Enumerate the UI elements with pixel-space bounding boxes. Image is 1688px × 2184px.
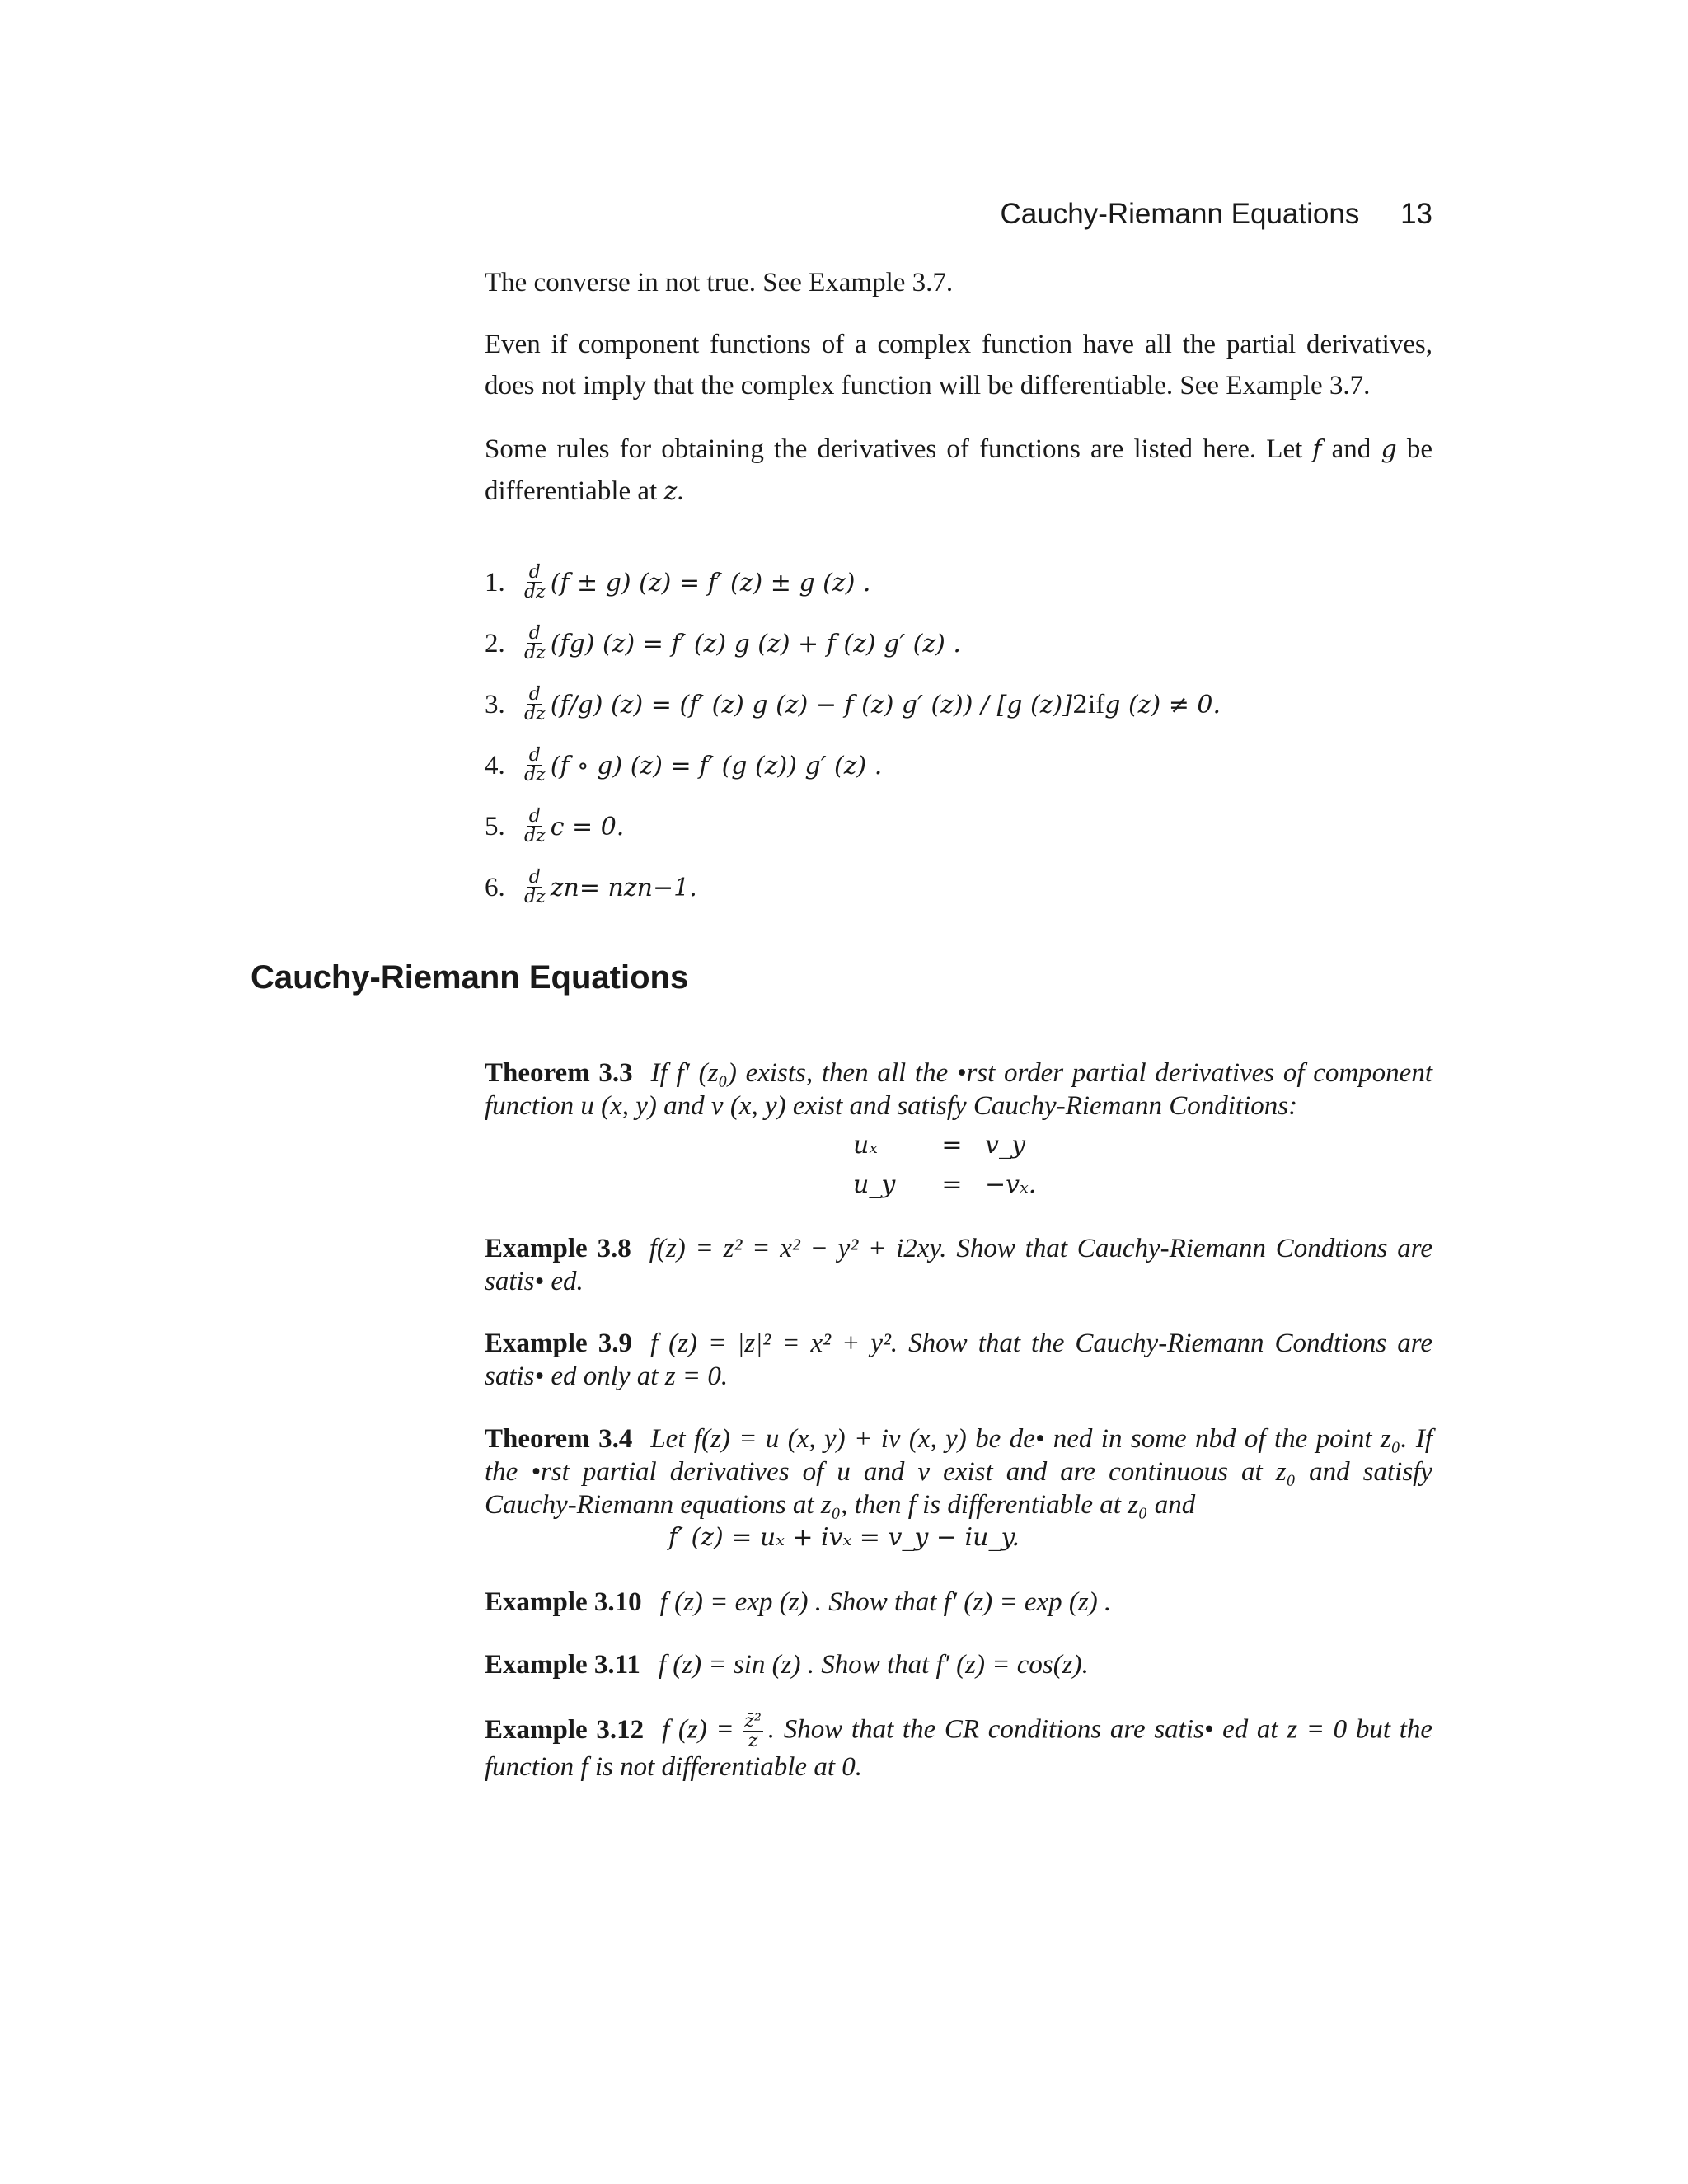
equation-operator: = (941, 1131, 963, 1160)
theorem-body: Let f(z) = u (x, y) + iv (x, y) be de• ned in some nbd of the point z₀. If the •rst partial derivatives of u and v exist and are continuous at z₀ and satisfy Cauchy-Riemann equations at z₀, then f is differentiable at z₀ and (485, 1424, 1432, 1520)
intro-text: Some rules for obtaining the derivatives of functions are listed here. Let (485, 434, 1313, 464)
derivative-operator (524, 747, 546, 785)
rule-tail-text: if (1088, 689, 1105, 719)
example-label: Example 3.12 (485, 1714, 645, 1745)
rule-expression: z (550, 873, 564, 902)
list-item (485, 552, 1432, 613)
derivative-operator (524, 564, 546, 602)
equation-operator: = (941, 1170, 963, 1199)
example-body: f (z) = |z|² = x² + y². Show that the Cauchy-Riemann Condtions are satis• ed only at z = 0. (485, 1329, 1432, 1391)
running-header (1001, 198, 1432, 231)
equation-lhs: u_y (853, 1170, 896, 1199)
derivative-operator (524, 686, 546, 724)
rule-tail-math: g (z) ≠ 0. (1104, 690, 1221, 719)
example-body: f(z) = z² = x² − y² + i2xy. Show that Cauchy-Riemann Condtions are satis• ed. (485, 1234, 1432, 1296)
frac-numerator: d (528, 867, 541, 888)
frac-numerator: d (528, 562, 541, 583)
equation-lhs: uₓ (853, 1131, 878, 1160)
math-z: z (663, 477, 678, 506)
frac-numerator: z̄² (744, 1711, 762, 1732)
frac-numerator: d (528, 806, 541, 827)
theorem-body: If f′ (z₀) exists, then all the •rst order partial derivatives of component function u (x, y) and v (x, y) exist and satisfy Cauchy-Riemann Conditions: (485, 1058, 1432, 1121)
example-body: . Show that the CR conditions are satis• ed at z = 0 but the function f is not differentiable at 0. (485, 1714, 1433, 1782)
intro-paragraph-3 (485, 429, 1432, 513)
derivative-operator (524, 808, 546, 846)
rule-number: 4. (485, 750, 505, 780)
equation-rhs: −vₓ. (985, 1170, 1037, 1199)
derivative-operator (524, 625, 546, 663)
rule-number: 2. (485, 628, 505, 658)
intro-paragraph-1: The converse in not true. See Example 3.7. (485, 268, 954, 298)
rule-expression: (f ± g) (z) = f′ (z) ± g (z) . (550, 568, 871, 598)
frac-numerator: d (528, 745, 541, 766)
cauchy-riemann-equations (853, 1131, 1036, 1210)
example-label: Example 3.11 (485, 1650, 640, 1680)
rule-number: 3. (485, 689, 505, 719)
example-label: Example 3.8 (485, 1234, 631, 1263)
theorem-3-4 (485, 1422, 1432, 1521)
theorem-label: Theorem 3.3 (485, 1058, 633, 1088)
theorem-3-3 (485, 1057, 1432, 1122)
intro-text: . (677, 476, 684, 506)
frac-denominator: dz (524, 887, 546, 907)
derivative-rules-list (485, 552, 1432, 918)
frac-denominator: dz (524, 643, 546, 663)
list-item (485, 735, 1432, 796)
rule-expression: . (689, 873, 697, 902)
rule-expression: = nz (579, 873, 637, 902)
equation-row (853, 1131, 1036, 1170)
example-lhs: f (z) = (662, 1714, 743, 1745)
math-f: f (1312, 435, 1322, 464)
equation-row (853, 1170, 1036, 1210)
fraction (743, 1713, 762, 1750)
list-item (485, 674, 1432, 735)
math-g: g (1381, 435, 1397, 464)
frac-denominator: z (748, 1731, 758, 1751)
intro-text: be differentiable at (485, 434, 1432, 506)
frac-denominator: dz (524, 704, 546, 724)
rule-superscript: n (563, 873, 579, 902)
rule-expression: (f/g) (z) = (f′ (z) g (z) − f (z) g′ (z)) / [g (z)] (550, 690, 1072, 719)
example-3-12 (485, 1713, 1432, 1783)
header-title: Cauchy-Riemann Equations (1000, 198, 1360, 230)
example-body: f (z) = exp (z) . Show that f′ (z) = exp (z) . (659, 1587, 1112, 1617)
list-item (485, 796, 1432, 857)
display-equation: f′ (z) = uₓ + ivₓ = v_y − iu_y. (668, 1523, 1020, 1552)
page-number: 13 (1400, 198, 1432, 230)
rule-expression: (fg) (z) = f′ (z) g (z) + f (z) g′ (z) . (550, 629, 961, 658)
rule-superscript: n−1 (636, 873, 690, 902)
rule-expression: c = 0. (550, 812, 625, 841)
equation-rhs: v_y (985, 1131, 1025, 1160)
frac-denominator: dz (524, 582, 546, 602)
list-item (485, 857, 1432, 918)
example-label: Example 3.10 (485, 1587, 642, 1617)
frac-denominator: dz (524, 826, 546, 846)
list-item (485, 613, 1432, 674)
theorem-label: Theorem 3.4 (485, 1424, 633, 1454)
example-3-11 (485, 1648, 1432, 1681)
derivative-operator (524, 869, 546, 907)
example-3-8 (485, 1232, 1432, 1298)
rule-number: 5. (485, 811, 505, 841)
frac-numerator: d (528, 684, 541, 705)
section-heading: Cauchy-Riemann Equations (251, 959, 689, 996)
intro-paragraph-2: Even if component functions of a complex function have all the partial derivatives, does not imply that the complex function will be differentiable. See Example 3.7. (485, 330, 1432, 401)
rule-number: 1. (485, 567, 505, 598)
example-label: Example 3.9 (485, 1329, 632, 1358)
frac-denominator: dz (524, 765, 546, 785)
rule-number: 6. (485, 872, 505, 902)
rule-expression: (f ∘ g) (z) = f′ (g (z)) g′ (z) . (550, 751, 883, 780)
intro-text: and (1321, 434, 1381, 464)
frac-numerator: d (528, 623, 541, 644)
example-3-9 (485, 1327, 1432, 1393)
rule-superscript: 2 (1071, 690, 1089, 719)
example-3-10 (485, 1586, 1432, 1619)
example-body: f (z) = sin (z) . Show that f′ (z) = cos(z). (658, 1650, 1089, 1680)
